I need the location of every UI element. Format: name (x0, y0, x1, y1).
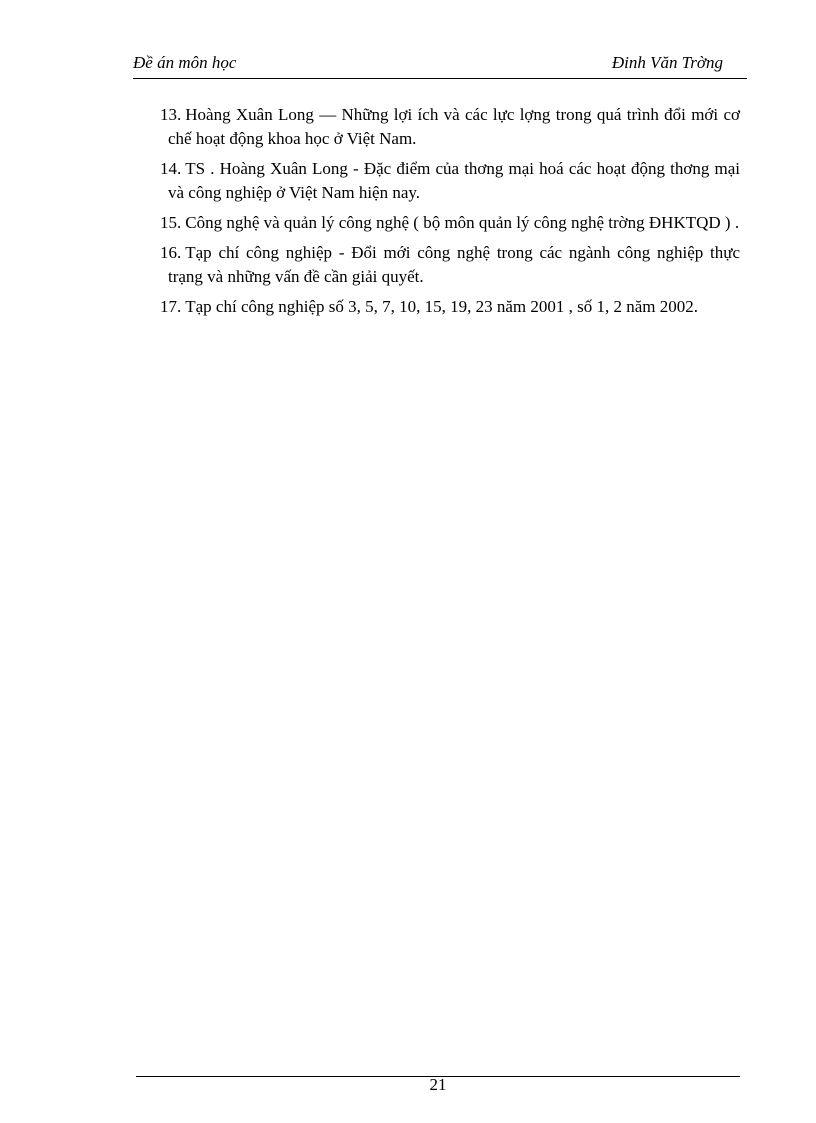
reference-item (160, 211, 740, 235)
document-title: Đề án môn học (133, 53, 237, 72)
reference-item (160, 295, 740, 319)
reference-number: 17. (160, 297, 182, 316)
author-name: Đinh Văn Trờng (611, 53, 723, 72)
reference-number: 15. (160, 213, 182, 232)
page-header (133, 50, 747, 79)
reference-text: Tạp chí công nghiệp số 3, 5, 7, 10, 15, 19, 23 năm 2001 , số 1, 2 năm 2002. (185, 297, 699, 316)
reference-number: 14. (160, 159, 182, 178)
reference-text: Tạp chí công nghiệp - Đổi mới công nghệ trong các ngành công nghiệp thực trạng và những vấn đề cần giải quyết. (168, 243, 740, 286)
reference-text: Công nghệ và quản lý công nghệ ( bộ môn quản lý công nghệ trờng ĐHKTQD ) . (185, 213, 740, 232)
reference-item (160, 241, 740, 289)
reference-item (160, 157, 740, 205)
reference-number: 16. (160, 243, 182, 262)
reference-item (160, 103, 740, 151)
page-number: 21 (429, 1075, 447, 1094)
reference-number: 13. (160, 105, 182, 124)
reference-text: Hoàng Xuân Long — Những lợi ích và các lực lợng trong quá trình đổi mới cơ chế hoạt động khoa học ở Việt Nam. (168, 105, 740, 148)
reference-text: TS . Hoàng Xuân Long - Đặc điểm của thơng mại hoá các hoạt động thơng mại và công nghiệp ở Việt Nam hiện nay. (168, 159, 740, 202)
reference-list (160, 103, 740, 325)
